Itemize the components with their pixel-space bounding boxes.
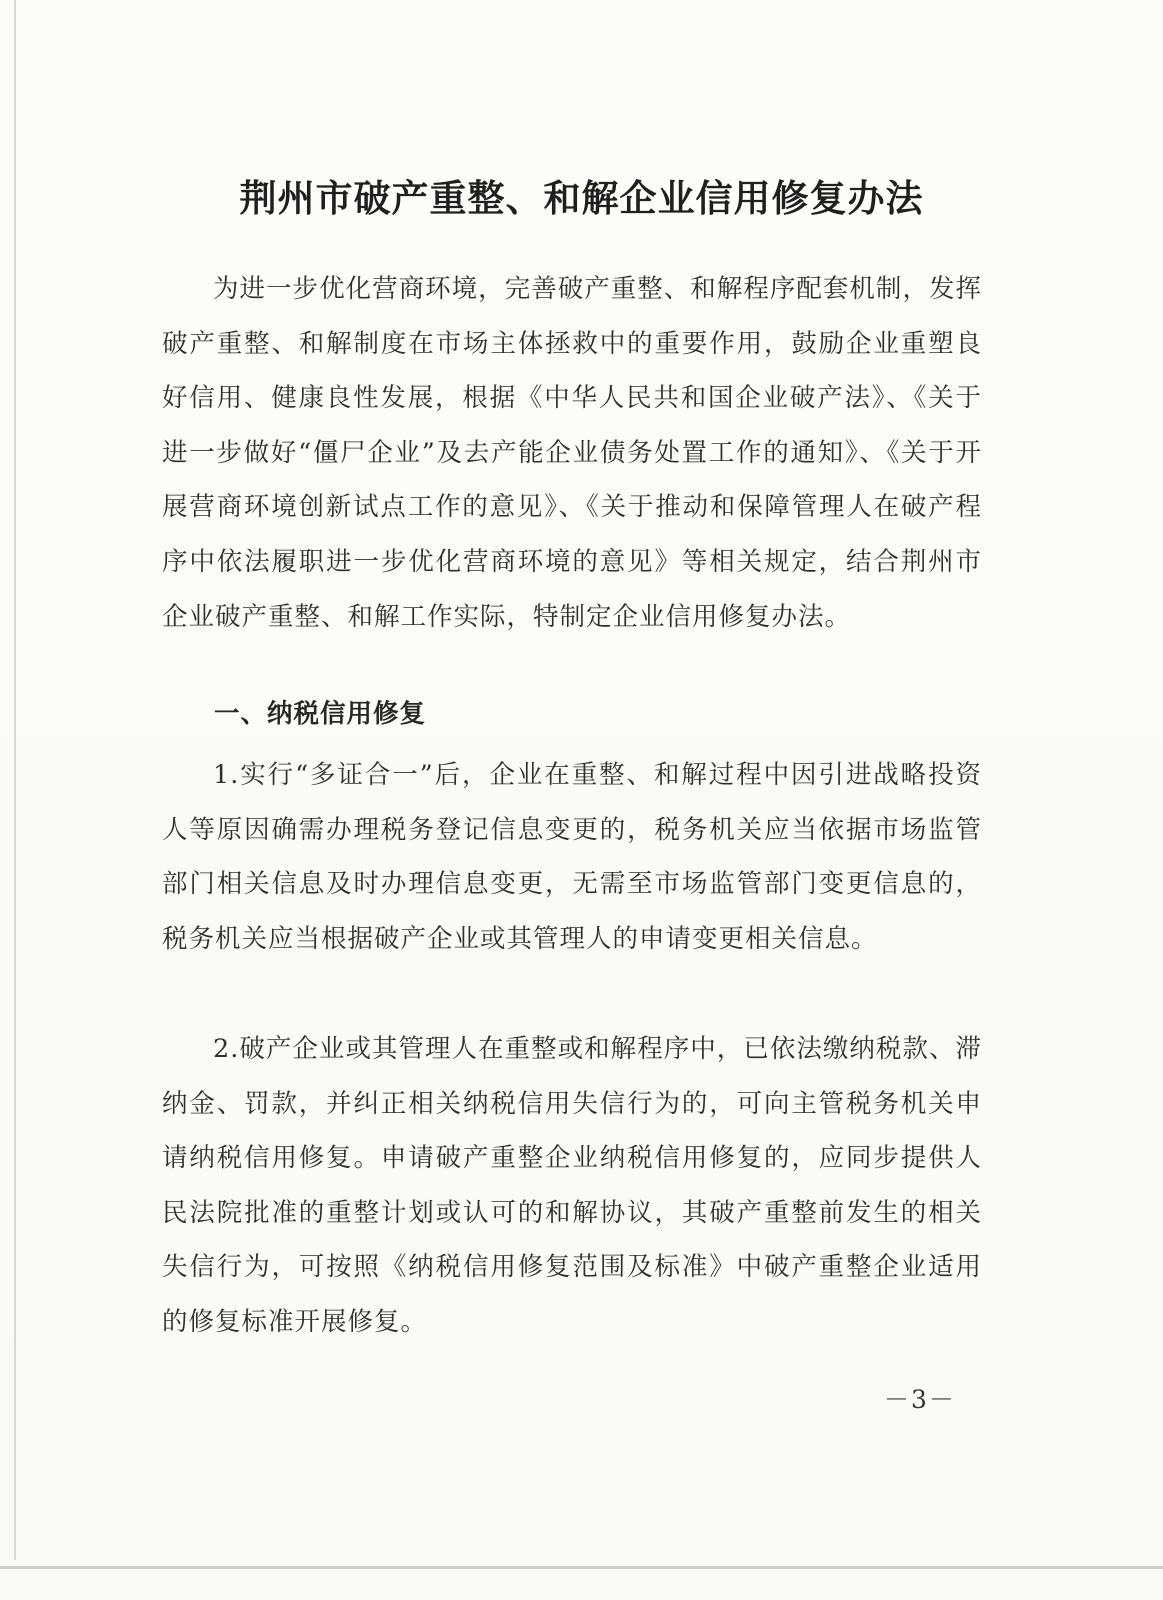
- item-2-paragraph: 2.破产企业或其管理人在重整或和解程序中，已依法缴纳税款、滞纳金、罚款，并纠正相关纳税信用失信行为的，可向主管税务机关申请纳税信用修复。申请破产重整企业纳税信用修复的，应同步提供人民法院批准的重整计划或认可的和解协议，其破产重整前发生的相关失信行为，可按照《纳税信用修复范围及标准》中破产重整企业适用的修复标准开展修复。: [162, 1034, 982, 1337]
- document-title: 荆州市破产重整、和解企业信用修复办法: [239, 177, 924, 220]
- scan-bottom-edge: [0, 1566, 1163, 1569]
- intro-paragraph-block: [162, 262, 982, 644]
- item-2-block: [162, 1022, 982, 1350]
- item-1-block: [162, 748, 982, 966]
- scan-left-edge: [14, 0, 16, 1560]
- section-heading-tax-credit: 一、纳税信用修复: [214, 699, 427, 729]
- intro-paragraph: 为进一步优化营商环境，完善破产重整、和解程序配套机制，发挥破产重整、和解制度在市场主体拯救中的重要作用，鼓励企业重塑良好信用、健康良性发展，根据《中华人民共和国企业破产法》、《关于进一步做好“僵尸企业”及去产能企业债务处置工作的通知》、《关于开展营商环境创新试点工作的意见》、《关于推动和保障管理人在破产程序中依法履职进一步优化营商环境的意见》等相关规定，结合荆州市企业破产重整、和解工作实际，特制定企业信用修复办法。: [162, 274, 982, 632]
- page-number: －3－: [884, 1385, 956, 1414]
- item-1-paragraph: 1.实行“多证合一”后，企业在重整、和解过程中因引进战略投资人等原因确需办理税务登记信息变更的，税务机关应当依据市场监管部门相关信息及时办理信息变更，无需至市场监管部门变更信息的，税务机关应当根据破产企业或其管理人的申请变更相关信息。: [162, 760, 982, 954]
